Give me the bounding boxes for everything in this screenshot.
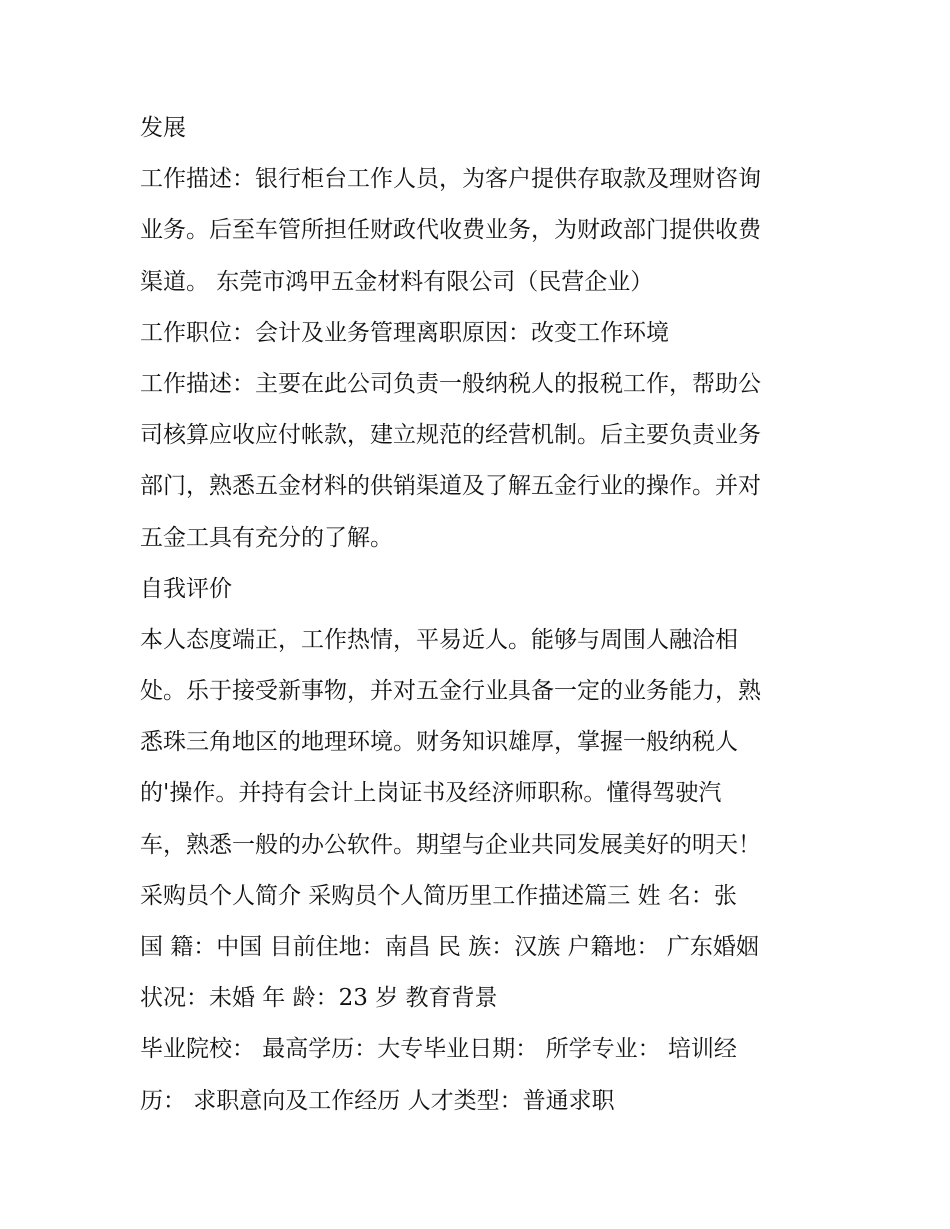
text-line: 业务。后至车管所担任财政代收费业务，为财政部门提供收费 <box>140 217 761 244</box>
section-heading: 自我评价 <box>140 575 232 602</box>
text-line: 毕业院校： 最高学历：大专毕业日期： 所学专业： 培训经 <box>140 1036 737 1063</box>
text-line: 工作描述：主要在此公司负责一般纳税人的报税工作，帮助公 <box>140 370 761 397</box>
text-line: 发展 <box>140 115 186 141</box>
text-line: 渠道。 东莞市鸿甲五金材料有限公司（民营企业） <box>140 268 654 295</box>
text-line: 车，熟悉一般的办公软件。期望与企业共同发展美好的明天！ <box>140 831 761 858</box>
text-line: 状况：未婚 年 龄：23 岁 教育背景 <box>140 985 498 1012</box>
document-body <box>140 103 820 1127</box>
text-line: 工作描述：银行柜台工作人员，为客户提供存取款及理财咨询 <box>140 166 761 193</box>
text-line: 历： 求职意向及工作经历 人才类型：普通求职 <box>140 1087 615 1114</box>
text-line: 采购员个人简介 采购员个人简历里工作描述篇三 姓 名：张 <box>140 882 737 909</box>
text-line: 工作职位：会计及业务管理离职原因：改变工作环境 <box>140 319 669 346</box>
text-line: 本人态度端正，工作热情，平易近人。能够与周围人融洽相 <box>140 626 738 653</box>
text-line: 五金工具有充分的了解。 <box>140 524 393 551</box>
text-line: 悉珠三角地区的地理环境。财务知识雄厚，掌握一般纳税人 <box>140 729 738 756</box>
text-line: 司核算应收应付帐款，建立规范的经营机制。后主要负责业务 <box>140 422 761 449</box>
text-line: 部门，熟悉五金材料的供销渠道及了解五金行业的操作。并对 <box>140 473 761 500</box>
text-line: 处。乐于接受新事物，并对五金行业具备一定的业务能力，熟 <box>140 678 761 705</box>
text-line: 国 籍：中国 目前住地：南昌 民 族：汉族 户籍地： 广东婚姻 <box>140 934 759 960</box>
text-line: 的'操作。并持有会计上岗证书及经济师职称。懂得驾驶汽 <box>140 780 722 807</box>
